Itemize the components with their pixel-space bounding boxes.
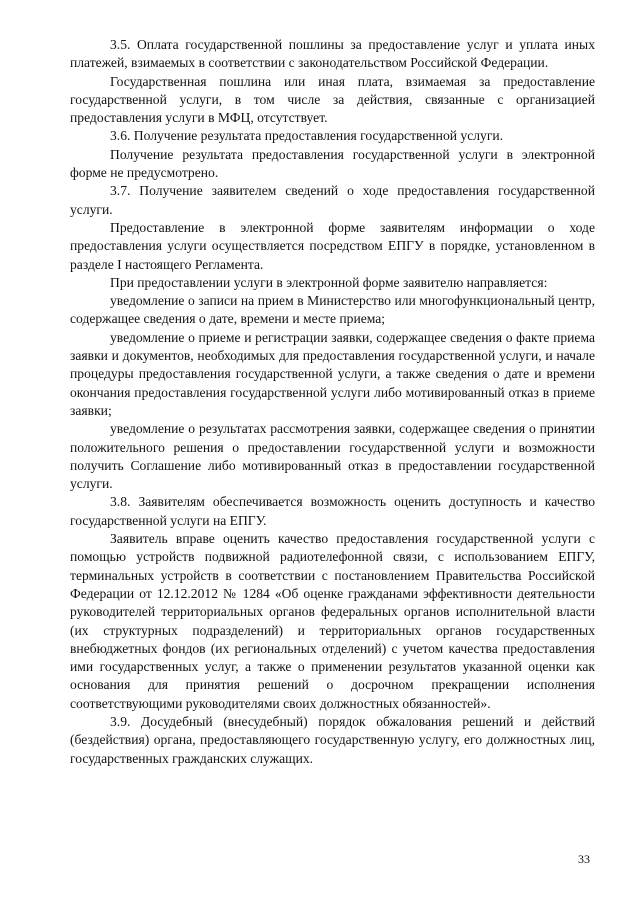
paragraph-quality-evaluation: Заявитель вправе оценить качество предоставления государственной услуги с помощью устройств подвижной радиотелефонной связи, с использованием ЕПГУ, терминальных устройств в соответствии с постановлением Правительства Российской Федерации от 12.12.2012 № 1284 «Об оценке гражданами эффективности деятельности руководителей территориальных органов федеральных органов исполнительной власти (их структурных подразделений) и территориальных органов государственных внебюджетных фондов (их региональных отделений) с учетом качества предоставления ими государственных услуг, а также о применении результатов указанной оценки как основания для принятия решений о досрочном прекращении исполнения соответствующими руководителями своих должностных обязанностей». bbox=[70, 531, 595, 711]
paragraph-result-receipt: Получение результата предоставления государственной услуги в электронной форме не предусмотрено. bbox=[70, 146, 595, 181]
paragraph-3-5: 3.5. Оплата государственной пошлины за предоставление услуг и уплата иных платежей, взимаемых в соответствии с законодательством Российской Федерации. bbox=[70, 37, 595, 71]
page-number: 33 bbox=[578, 852, 590, 866]
paragraph-3-8: 3.8. Заявителям обеспечивается возможность оценить доступность и качество государственной услуги на ЕПГУ. bbox=[70, 494, 595, 528]
paragraph-state-fee: Государственная пошлина или иная плата, взимаемая за предоставление государственной услуги, в том числе за действия, связанные с организацией предоставления услуги в МФЦ, отсутствует. bbox=[70, 73, 595, 126]
paragraph-3-7: 3.7. Получение заявителем сведений о ходе предоставления государственной услуги. bbox=[70, 183, 595, 217]
document-body bbox=[70, 36, 595, 768]
paragraph-notification-registration: уведомление о приеме и регистрации заявки, содержащее сведения о факте приема заявки и документов, необходимых для предоставления государственной услуги, и начале процедуры предоставления государственной услуги, а также сведения о дате и времени окончания предоставления государственной услуги либо мотивированный отказ в приеме заявки; bbox=[70, 329, 595, 418]
paragraph-electronic-info: Предоставление в электронной форме заявителям информации о ходе предоставления услуги осуществляется посредством ЕПГУ в порядке, установленном в разделе I настоящего Регламента. bbox=[70, 219, 595, 272]
paragraph-notification-results: уведомление о результатах рассмотрения заявки, содержащее сведения о принятии положительного решения о предоставлении государственной услуги и возможности получить Соглашение либо мотивированный отказ в предоставлении государственной услуги. bbox=[70, 421, 595, 492]
paragraph-3-6: 3.6. Получение результата предоставления государственной услуги. bbox=[110, 128, 504, 144]
paragraph-notification-appointment: уведомление о записи на прием в Министерство или многофункциональный центр, содержащее сведения о дате, времени и месте приема; bbox=[70, 293, 595, 327]
paragraph-notifications-intro: При предоставлении услуги в электронной форме заявителю направляется: bbox=[110, 274, 548, 290]
paragraph-3-9: 3.9. Досудебный (внесудебный) порядок обжалования решений и действий (бездействия) органа, предоставляющего государственную услугу, его должностных лиц, государственных гражданских служащих. bbox=[70, 713, 595, 766]
